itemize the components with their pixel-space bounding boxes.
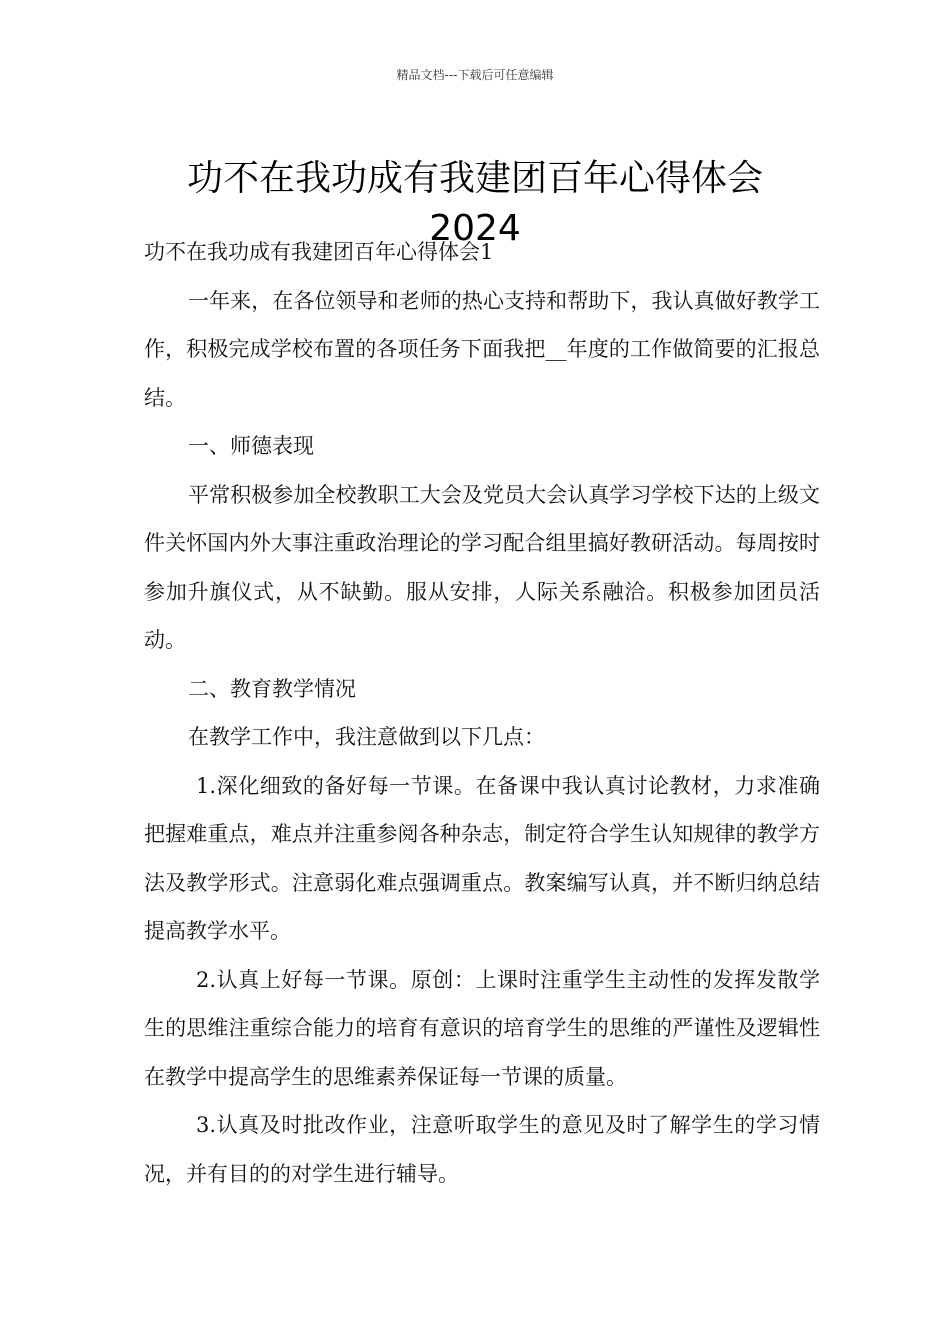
document-body	[144, 228, 820, 1198]
ethics-paragraph: 平常积极参加全校教职工大会及党员大会认真学习学校下达的上级文件关怀国内外大事注重政治理论的学习配合组里搞好教研活动。每周按时参加升旗仪式，从不缺勤。服从安排，人际关系融洽。积极参加团员活动。	[144, 482, 820, 652]
list-item-3: 3.认真及时批改作业，注意听取学生的意见及时了解学生的学习情况，并有目的的对学生进行辅导。	[144, 1113, 820, 1186]
intro-paragraph: 一年来，在各位领导和老师的热心支持和帮助下，我认真做好教学工作，积极完成学校布置的各项任务下面我把__年度的工作做简要的汇报总结。	[144, 288, 820, 410]
teaching-intro-paragraph: 在教学工作中，我注意做到以下几点：	[188, 725, 545, 749]
title-line-1: 功不在我功成有我建团百年心得体会	[186, 158, 763, 200]
title-line-2: 2024	[429, 208, 521, 250]
document-header-note: 精品文档---下载后可任意编辑	[396, 68, 554, 82]
subheading-ethics: 一、师德表现	[188, 434, 314, 458]
list-item-2: 2.认真上好每一节课。原创：上课时注重学生主动性的发挥发散学生的思维注重综合能力的培育有意识的培育学生的思维的严谨性及逻辑性在教学中提高学生的思维素养保证每一节课的质量。	[144, 967, 820, 1089]
list-item-1: 1.深化细致的备好每一节课。在备课中我认真讨论教材，力求准确把握难重点，难点并注重参阅各种杂志，制定符合学生认知规律的教学方法及教学形式。注意弱化难点强调重点。教案编写认真，并不断归纳总结提高教学水平。	[144, 773, 820, 943]
section-heading: 功不在我功成有我建团百年心得体会1	[144, 240, 494, 264]
subheading-teaching: 二、教育教学情况	[188, 676, 356, 701]
